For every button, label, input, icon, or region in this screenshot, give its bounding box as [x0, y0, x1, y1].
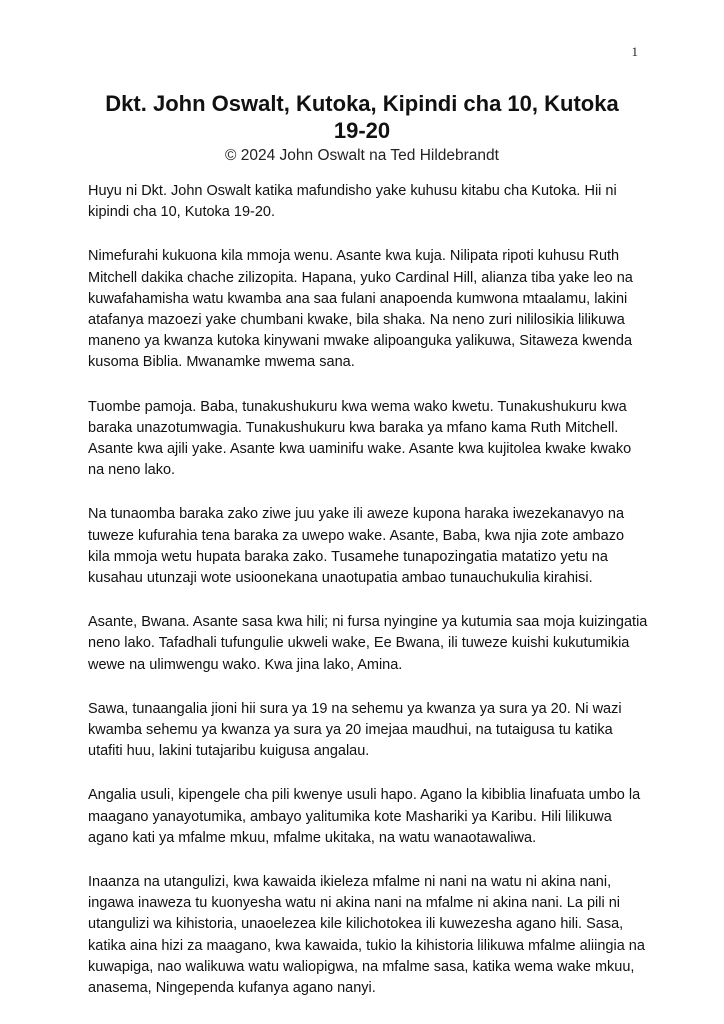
- paragraph: Tuombe pamoja. Baba, tunakushukuru kwa wema wako kwetu. Tunakushukuru kwa baraka unazotumwagia. Tunakushukuru kwa baraka ya mfano kama Ruth Mitchell. Asante kwa ajili yake. Asante kwa uaminifu wake. Asante kwa kujitolea kwake kwako na neno lako.: [88, 398, 632, 479]
- paragraph: Angalia usuli, kipengele cha pili kwenye usuli hapo. Agano la kibiblia linafuata umbo la maagano yanayotumika, ambayo yalitumika kote Mashariki ya Karibu. Hili lilikuwa agano kati ya mfalme mkuu, mfalme ukitaka, na watu wanaotawaliwa.: [88, 787, 641, 846]
- paragraph: Inaanza na utangulizi, kwa kawaida ikieleza mfalme ni nani na watu ni akina nani, ingawa inaweza tu kuonyesha watu ni akina nani na mfalme ni akina nani. La pili ni utangulizi wa kihistoria, unaoelezea kile kilichotokea ili kuwezesha agano hili. Sasa, katika aina hizi za maagano, kwa kawaida, tukio la kihistoria lilikuwa mfalme aliingia na kuwapiga, nao walikuwa watu waliopigwa, na mfalme sasa, katika wema wake mkuu, anasema, Ningependa kufanya agano nanyi.: [88, 874, 645, 997]
- paragraph: Huyu ni Dkt. John Oswalt katika mafundisho yake kuhusu kitabu cha Kutoka. Hii ni kipindi cha 10, Kutoka 19-20.: [88, 183, 617, 221]
- document-body: [88, 181, 648, 1022]
- copyright-line: © 2024 John Oswalt na Ted Hildebrandt: [225, 147, 499, 164]
- document-title: Dkt. John Oswalt, Kutoka, Kipindi cha 10, Kutoka 19-20: [105, 91, 619, 143]
- paragraph: Na tunaomba baraka zako ziwe juu yake ili aweze kupona haraka iwezekanavyo na tuweze kufurahia tena baraka za uwepo wake. Asante, Baba, kwa njia zote ambazo kila mmoja wetu hupata baraka zako. Tusamehe tunapozingatia matatizo yetu na kusahau utunzaji wote usioonekana unaotupatia ambao tunauchukulia kirahisi.: [88, 506, 625, 587]
- page-number: 1: [631, 44, 638, 59]
- paragraph: Nimefurahi kukuona kila mmoja wenu. Asante kwa kuja. Nilipata ripoti kuhusu Ruth Mitchell dakika chache zilizopita. Hapana, yuko Cardinal Hill, alianza tiba yake leo na kuwafahamisha watu kwamba ana saa fulani anapoenda kumwona mtaalamu, lakini atafanya mazoezi yake chumbani kwake, bila shaka. Na neno zuri nililosikia lilikuwa maneno ya kwanza kutoka kinywani mwake alipoanguka yalikuwa, Sitaweza kwenda kusoma Biblia. Mwanamke mwema sana.: [88, 248, 633, 371]
- paragraph: Asante, Bwana. Asante sasa kwa hili; ni fursa nyingine ya kutumia saa moja kuizingatia neno lako. Tafadhali tufungulie ukweli wake, Ee Bwana, ili tuweze kuishi kukutumikia wewe na ulimwengu wako. Kwa jina lako, Amina.: [88, 614, 648, 673]
- paragraph: Sawa, tunaangalia jioni hii sura ya 19 na sehemu ya kwanza ya sura ya 20. Ni wazi kwamba sehemu ya kwanza ya sura ya 20 imejaa maudhui, na tutaigusa tu katika utafiti huu, lakini tutajaribu kuigusa angalau.: [88, 700, 622, 760]
